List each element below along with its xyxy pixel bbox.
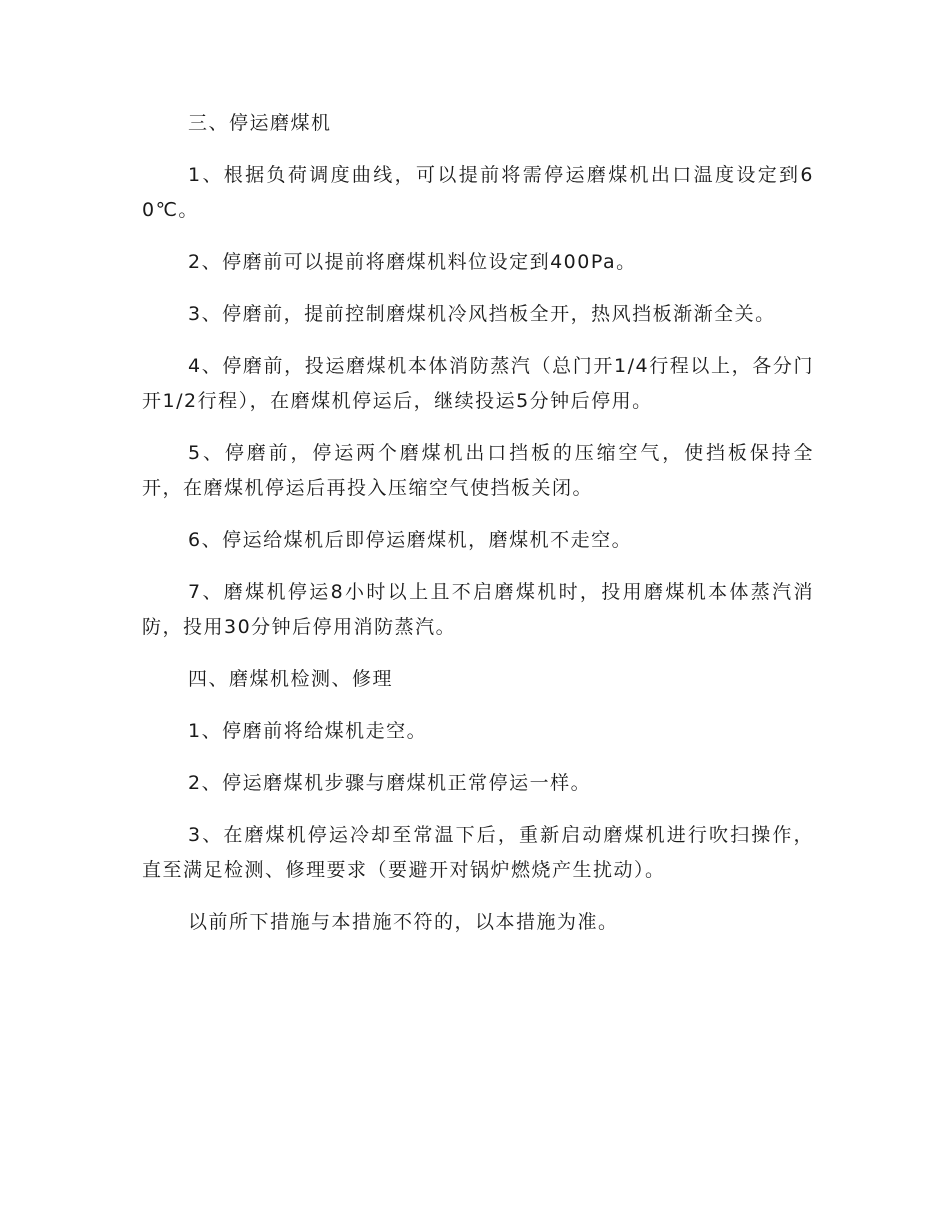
paragraph-item: 7、磨煤机停运8小时以上且不启磨煤机时，投用磨煤机本体蒸汽消防，投用30分钟后停用消防蒸汽。 [142, 581, 814, 638]
section-heading-inspection-repair: 四、磨煤机检测、修理 [188, 668, 394, 690]
paragraph-item: 6、停运给煤机后即停运磨煤机，磨煤机不走空。 [188, 529, 633, 551]
closing-statement: 以前所下措施与本措施不符的，以本措施为准。 [188, 911, 619, 933]
paragraph-item: 3、停磨前，提前控制磨煤机冷风挡板全开，热风挡板渐渐全关。 [188, 303, 776, 325]
paragraph-item: 3、在磨煤机停运冷却至常温下后，重新启动磨煤机进行吹扫操作，直至满足检测、修理要求（要避开对锅炉燃烧产生扰动）。 [142, 824, 814, 881]
paragraph-item: 1、根据负荷调度曲线，可以提前将需停运磨煤机出口温度设定到60℃。 [142, 164, 814, 221]
section-heading-stop-mill: 三、停运磨煤机 [188, 112, 332, 134]
paragraph-item: 4、停磨前，投运磨煤机本体消防蒸汽（总门开1/4行程以上，各分门开1/2行程），在磨煤机停运后，继续投运5分钟后停用。 [142, 355, 814, 412]
paragraph-item: 1、停磨前将给煤机走空。 [188, 720, 428, 742]
paragraph-item: 2、停运磨煤机步骤与磨煤机正常停运一样。 [188, 772, 592, 794]
paragraph-item: 5、停磨前，停运两个磨煤机出口挡板的压缩空气，使挡板保持全开，在磨煤机停运后再投入压缩空气使挡板关闭。 [142, 442, 814, 499]
document-body [142, 106, 814, 957]
paragraph-item: 2、停磨前可以提前将磨煤机料位设定到400Pa。 [188, 251, 637, 273]
